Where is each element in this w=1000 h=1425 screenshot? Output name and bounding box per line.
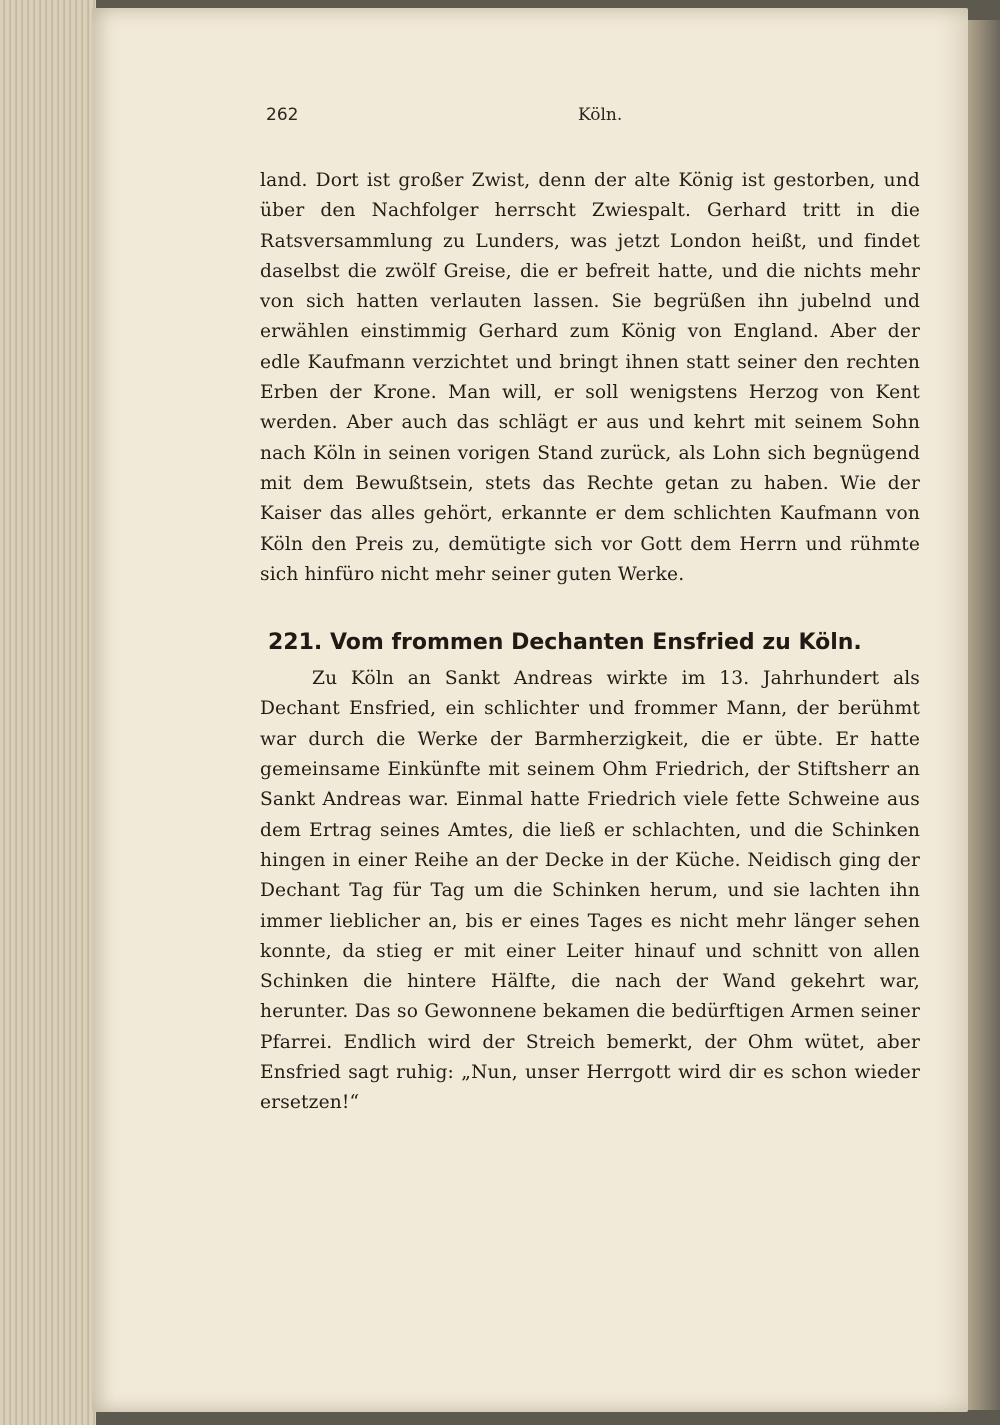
stacked-page-edges <box>0 0 96 1425</box>
paragraph-continued: land. Dort ist großer Zwist, denn der alte König ist gestorben, und über den Nachfolger herrscht Zwiespalt. Gerhard tritt in die Ratsversammlung zu Lunders, was jetzt London heißt, und findet daselbst die zwölf Greise, die er befreit hatte, und die nichts mehr von sich hatten verlauten lassen. Sie begrüßen ihn jubelnd und erwählen einstimmig Gerhard zum König von England. Aber der edle Kaufmann verzichtet und bringt ihnen statt seiner den rechten Erben der Krone. Man will, er soll wenigstens Herzog von Kent werden. Aber auch das schlägt er aus und kehrt mit seinem Sohn nach Köln in seinen vorigen Stand zurück, als Lohn sich begnügend mit dem Bewußtsein, stets das Rechte getan zu haben. Wie der Kaiser das alles gehört, erkannte er dem schlichten Kaufmann von Köln den Preis zu, demütigte sich vor Gott dem Herrn und rühmte sich hinfüro nicht mehr seiner guten Werke. <box>260 170 920 585</box>
page-header <box>266 105 900 135</box>
section-heading: 221. Vom frommen Dechanten Ensfried zu Köln. <box>268 630 862 656</box>
text-block <box>260 166 920 1119</box>
running-head: Köln. <box>578 105 623 125</box>
page-number: 262 <box>266 105 299 125</box>
paragraph-ensfried: Zu Köln an Sankt Andreas wirkte im 13. Jahrhundert als Dechant Ensfried, ein schlichter und frommer Mann, der berühmt war durch die Werke der Barmherzigkeit, die er übte. Er hatte gemeinsame Einkünfte mit seinem Ohm Friedrich, der Stiftsherr an Sankt Andreas war. Einmal hatte Friedrich viele fette Schweine aus dem Ertrag seines Amtes, die ließ er schlachten, und die Schinken hingen in einer Reihe an der Decke in der Küche. Neidisch ging der Dechant Tag für Tag um die Schinken herum, und sie lachten ihn immer lieblicher an, bis er eines Tages es nicht mehr länger sehen konnte, da stieg er mit einer Leiter hinauf und schnitt von allen Schinken die hintere Hälfte, die nach der Wand gekehrt war, herunter. Das so Gewonnene bekamen die bedürftigen Armen seiner Pfarrei. Endlich wird der Streich bemerkt, der Ohm wütet, aber Ensfried sagt ruhig: „Nun, unser Herrgott wird dir es schon wieder ersetzen!“ <box>260 668 920 1114</box>
